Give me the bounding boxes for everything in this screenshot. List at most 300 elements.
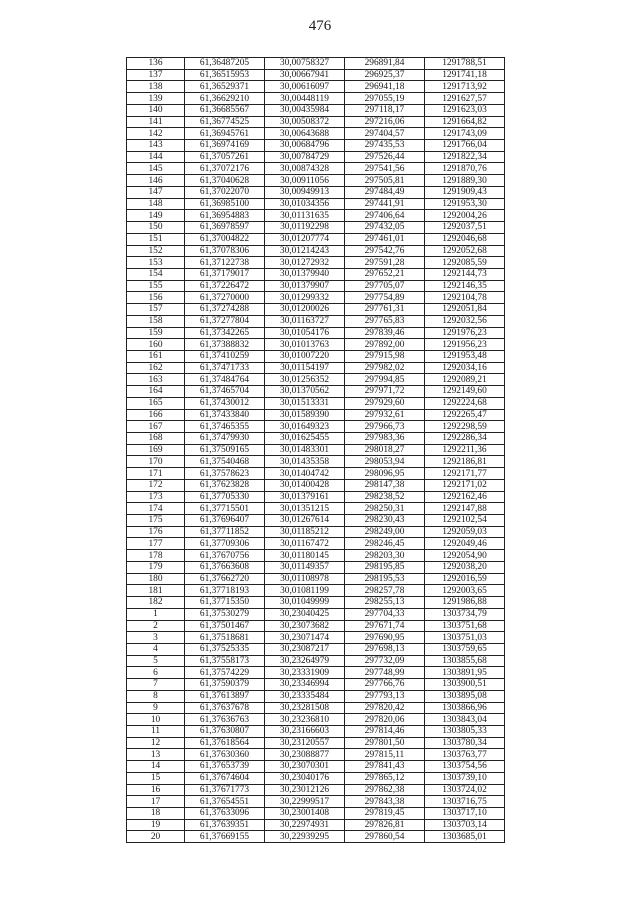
y-coordinate-cell: 1292102,54 <box>425 515 505 527</box>
point-number-cell: 144 <box>127 151 185 163</box>
x-coordinate-cell: 297704,33 <box>345 608 425 620</box>
point-number-cell: 140 <box>127 104 185 116</box>
y-coordinate-cell: 1303891,95 <box>425 667 505 679</box>
latitude-cell: 61,37274288 <box>185 304 265 316</box>
table-row <box>127 210 505 222</box>
y-coordinate-cell: 1303724,02 <box>425 784 505 796</box>
table-row <box>127 479 505 491</box>
point-number-cell: 7 <box>127 679 185 691</box>
table-row <box>127 772 505 784</box>
y-coordinate-cell: 1303751,68 <box>425 620 505 632</box>
y-coordinate-cell: 1291953,48 <box>425 350 505 362</box>
table-row <box>127 796 505 808</box>
latitude-cell: 61,37122738 <box>185 257 265 269</box>
x-coordinate-cell: 297820,42 <box>345 702 425 714</box>
table-row <box>127 819 505 831</box>
latitude-cell: 61,37670756 <box>185 550 265 562</box>
latitude-cell: 61,37465704 <box>185 386 265 398</box>
x-coordinate-cell: 297971,72 <box>345 386 425 398</box>
table-row <box>127 374 505 386</box>
table-row <box>127 620 505 632</box>
longitude-cell: 30,01214243 <box>265 245 345 257</box>
longitude-cell: 30,01435358 <box>265 456 345 468</box>
x-coordinate-cell: 298255,13 <box>345 597 425 609</box>
longitude-cell: 30,23001408 <box>265 808 345 820</box>
x-coordinate-cell: 297505,81 <box>345 175 425 187</box>
point-number-cell: 162 <box>127 362 185 374</box>
latitude-cell: 61,37636763 <box>185 714 265 726</box>
y-coordinate-cell: 1291889,30 <box>425 175 505 187</box>
longitude-cell: 30,01081199 <box>265 585 345 597</box>
latitude-cell: 61,36774525 <box>185 116 265 128</box>
latitude-cell: 61,37623828 <box>185 479 265 491</box>
y-coordinate-cell: 1292089,21 <box>425 374 505 386</box>
x-coordinate-cell: 297982,02 <box>345 362 425 374</box>
table-row <box>127 702 505 714</box>
page-number: 476 <box>308 18 332 34</box>
point-number-cell: 160 <box>127 339 185 351</box>
y-coordinate-cell: 1292054,90 <box>425 550 505 562</box>
longitude-cell: 30,01513331 <box>265 397 345 409</box>
point-number-cell: 141 <box>127 116 185 128</box>
x-coordinate-cell: 297748,99 <box>345 667 425 679</box>
y-coordinate-cell: 1303895,08 <box>425 690 505 702</box>
y-coordinate-cell: 1292003,65 <box>425 585 505 597</box>
longitude-cell: 30,01379907 <box>265 280 345 292</box>
longitude-cell: 30,01167472 <box>265 538 345 550</box>
coordinates-table-body <box>127 58 505 843</box>
table-row <box>127 784 505 796</box>
y-coordinate-cell: 1292059,03 <box>425 526 505 538</box>
longitude-cell: 30,00684796 <box>265 140 345 152</box>
point-number-cell: 164 <box>127 386 185 398</box>
longitude-cell: 30,01200026 <box>265 304 345 316</box>
x-coordinate-cell: 297765,83 <box>345 315 425 327</box>
table-row <box>127 433 505 445</box>
x-coordinate-cell: 298246,45 <box>345 538 425 550</box>
x-coordinate-cell: 297761,31 <box>345 304 425 316</box>
x-coordinate-cell: 297754,89 <box>345 292 425 304</box>
point-number-cell: 177 <box>127 538 185 550</box>
y-coordinate-cell: 1292171,77 <box>425 468 505 480</box>
point-number-cell: 149 <box>127 210 185 222</box>
table-row <box>127 362 505 374</box>
x-coordinate-cell: 297671,74 <box>345 620 425 632</box>
y-coordinate-cell: 1292051,84 <box>425 304 505 316</box>
x-coordinate-cell: 297826,81 <box>345 819 425 831</box>
table-row <box>127 339 505 351</box>
x-coordinate-cell: 297652,21 <box>345 268 425 280</box>
y-coordinate-cell: 1291976,23 <box>425 327 505 339</box>
longitude-cell: 30,23335484 <box>265 690 345 702</box>
table-row <box>127 386 505 398</box>
point-number-cell: 174 <box>127 503 185 515</box>
latitude-cell: 61,37226472 <box>185 280 265 292</box>
longitude-cell: 30,23087217 <box>265 643 345 655</box>
y-coordinate-cell: 1303855,68 <box>425 655 505 667</box>
longitude-cell: 30,23012126 <box>265 784 345 796</box>
x-coordinate-cell: 298230,43 <box>345 515 425 527</box>
longitude-cell: 30,01154197 <box>265 362 345 374</box>
point-number-cell: 172 <box>127 479 185 491</box>
point-number-cell: 4 <box>127 643 185 655</box>
latitude-cell: 61,37518681 <box>185 632 265 644</box>
table-row <box>127 550 505 562</box>
table-row <box>127 151 505 163</box>
table-row <box>127 585 505 597</box>
y-coordinate-cell: 1291766,04 <box>425 140 505 152</box>
point-number-cell: 13 <box>127 749 185 761</box>
point-number-cell: 9 <box>127 702 185 714</box>
table-row <box>127 409 505 421</box>
longitude-cell: 30,23073682 <box>265 620 345 632</box>
x-coordinate-cell: 297461,01 <box>345 233 425 245</box>
longitude-cell: 30,23236810 <box>265 714 345 726</box>
longitude-cell: 30,01131635 <box>265 210 345 222</box>
table-row <box>127 468 505 480</box>
longitude-cell: 30,01379161 <box>265 491 345 503</box>
y-coordinate-cell: 1291788,51 <box>425 58 505 70</box>
x-coordinate-cell: 297932,61 <box>345 409 425 421</box>
x-coordinate-cell: 297819,45 <box>345 808 425 820</box>
point-number-cell: 139 <box>127 93 185 105</box>
latitude-cell: 61,37072176 <box>185 163 265 175</box>
longitude-cell: 30,01163727 <box>265 315 345 327</box>
y-coordinate-cell: 1292149,60 <box>425 386 505 398</box>
point-number-cell: 179 <box>127 561 185 573</box>
longitude-cell: 30,01625455 <box>265 433 345 445</box>
point-number-cell: 166 <box>127 409 185 421</box>
y-coordinate-cell: 1303763,77 <box>425 749 505 761</box>
latitude-cell: 61,37040628 <box>185 175 265 187</box>
latitude-cell: 61,37705330 <box>185 491 265 503</box>
latitude-cell: 61,36487205 <box>185 58 265 70</box>
point-number-cell: 154 <box>127 268 185 280</box>
y-coordinate-cell: 1303759,65 <box>425 643 505 655</box>
latitude-cell: 61,37078306 <box>185 245 265 257</box>
point-number-cell: 165 <box>127 397 185 409</box>
latitude-cell: 61,37669155 <box>185 831 265 843</box>
latitude-cell: 61,37530279 <box>185 608 265 620</box>
y-coordinate-cell: 1292037,51 <box>425 222 505 234</box>
point-number-cell: 145 <box>127 163 185 175</box>
table-row <box>127 257 505 269</box>
y-coordinate-cell: 1292032,56 <box>425 315 505 327</box>
x-coordinate-cell: 298257,78 <box>345 585 425 597</box>
table-row <box>127 315 505 327</box>
latitude-cell: 61,37662720 <box>185 573 265 585</box>
x-coordinate-cell: 298203,30 <box>345 550 425 562</box>
point-number-cell: 15 <box>127 772 185 784</box>
x-coordinate-cell: 297892,00 <box>345 339 425 351</box>
y-coordinate-cell: 1303780,34 <box>425 737 505 749</box>
latitude-cell: 61,37671773 <box>185 784 265 796</box>
table-row <box>127 561 505 573</box>
point-number-cell: 182 <box>127 597 185 609</box>
latitude-cell: 61,37525335 <box>185 643 265 655</box>
longitude-cell: 30,00448119 <box>265 93 345 105</box>
latitude-cell: 61,37433840 <box>185 409 265 421</box>
longitude-cell: 30,00667941 <box>265 69 345 81</box>
y-coordinate-cell: 1291822,34 <box>425 151 505 163</box>
table-row <box>127 679 505 691</box>
latitude-cell: 61,37465355 <box>185 421 265 433</box>
y-coordinate-cell: 1292211,36 <box>425 444 505 456</box>
x-coordinate-cell: 298195,85 <box>345 561 425 573</box>
latitude-cell: 61,37709306 <box>185 538 265 550</box>
y-coordinate-cell: 1292052,68 <box>425 245 505 257</box>
point-number-cell: 138 <box>127 81 185 93</box>
y-coordinate-cell: 1303734,79 <box>425 608 505 620</box>
latitude-cell: 61,36978597 <box>185 222 265 234</box>
table-row <box>127 350 505 362</box>
x-coordinate-cell: 297055,19 <box>345 93 425 105</box>
y-coordinate-cell: 1292016,59 <box>425 573 505 585</box>
point-number-cell: 1 <box>127 608 185 620</box>
longitude-cell: 30,01483301 <box>265 444 345 456</box>
point-number-cell: 167 <box>127 421 185 433</box>
point-number-cell: 147 <box>127 186 185 198</box>
y-coordinate-cell: 1292186,81 <box>425 456 505 468</box>
y-coordinate-cell: 1291743,09 <box>425 128 505 140</box>
latitude-cell: 61,37718193 <box>185 585 265 597</box>
point-number-cell: 6 <box>127 667 185 679</box>
x-coordinate-cell: 297732,09 <box>345 655 425 667</box>
table-row <box>127 444 505 456</box>
table-row <box>127 690 505 702</box>
point-number-cell: 155 <box>127 280 185 292</box>
x-coordinate-cell: 298249,00 <box>345 526 425 538</box>
longitude-cell: 30,22999517 <box>265 796 345 808</box>
table-row <box>127 58 505 70</box>
table-row <box>127 749 505 761</box>
latitude-cell: 61,37342265 <box>185 327 265 339</box>
point-number-cell: 169 <box>127 444 185 456</box>
point-number-cell: 10 <box>127 714 185 726</box>
latitude-cell: 61,37711852 <box>185 526 265 538</box>
point-number-cell: 136 <box>127 58 185 70</box>
table-row <box>127 608 505 620</box>
table-row <box>127 140 505 152</box>
latitude-cell: 61,37654551 <box>185 796 265 808</box>
latitude-cell: 61,37715501 <box>185 503 265 515</box>
table-row <box>127 175 505 187</box>
latitude-cell: 61,37270000 <box>185 292 265 304</box>
point-number-cell: 178 <box>127 550 185 562</box>
latitude-cell: 61,37509165 <box>185 444 265 456</box>
y-coordinate-cell: 1303685,01 <box>425 831 505 843</box>
y-coordinate-cell: 1292038,20 <box>425 561 505 573</box>
longitude-cell: 30,01049999 <box>265 597 345 609</box>
y-coordinate-cell: 1291623,03 <box>425 104 505 116</box>
latitude-cell: 61,37022070 <box>185 186 265 198</box>
latitude-cell: 61,36945761 <box>185 128 265 140</box>
point-number-cell: 158 <box>127 315 185 327</box>
point-number-cell: 180 <box>127 573 185 585</box>
point-number-cell: 168 <box>127 433 185 445</box>
point-number-cell: 148 <box>127 198 185 210</box>
longitude-cell: 30,01108978 <box>265 573 345 585</box>
latitude-cell: 61,37410259 <box>185 350 265 362</box>
x-coordinate-cell: 297843,38 <box>345 796 425 808</box>
point-number-cell: 8 <box>127 690 185 702</box>
point-number-cell: 2 <box>127 620 185 632</box>
longitude-cell: 30,00616097 <box>265 81 345 93</box>
table-row <box>127 655 505 667</box>
latitude-cell: 61,37501467 <box>185 620 265 632</box>
x-coordinate-cell: 297404,57 <box>345 128 425 140</box>
x-coordinate-cell: 297591,28 <box>345 257 425 269</box>
point-number-cell: 150 <box>127 222 185 234</box>
y-coordinate-cell: 1292046,68 <box>425 233 505 245</box>
x-coordinate-cell: 297839,46 <box>345 327 425 339</box>
point-number-cell: 11 <box>127 725 185 737</box>
longitude-cell: 30,00784729 <box>265 151 345 163</box>
latitude-cell: 61,37653739 <box>185 761 265 773</box>
table-row <box>127 643 505 655</box>
longitude-cell: 30,00949913 <box>265 186 345 198</box>
y-coordinate-cell: 1291713,92 <box>425 81 505 93</box>
x-coordinate-cell: 297542,76 <box>345 245 425 257</box>
point-number-cell: 163 <box>127 374 185 386</box>
latitude-cell: 61,36515953 <box>185 69 265 81</box>
latitude-cell: 61,36529371 <box>185 81 265 93</box>
latitude-cell: 61,37618564 <box>185 737 265 749</box>
longitude-cell: 30,23040176 <box>265 772 345 784</box>
longitude-cell: 30,01649323 <box>265 421 345 433</box>
table-row <box>127 456 505 468</box>
table-row <box>127 831 505 843</box>
latitude-cell: 61,37277804 <box>185 315 265 327</box>
y-coordinate-cell: 1291909,43 <box>425 186 505 198</box>
x-coordinate-cell: 297541,56 <box>345 163 425 175</box>
x-coordinate-cell: 297766,76 <box>345 679 425 691</box>
table-row <box>127 491 505 503</box>
point-number-cell: 5 <box>127 655 185 667</box>
longitude-cell: 30,01370562 <box>265 386 345 398</box>
y-coordinate-cell: 1292034,16 <box>425 362 505 374</box>
point-number-cell: 161 <box>127 350 185 362</box>
table-row <box>127 808 505 820</box>
x-coordinate-cell: 296891,84 <box>345 58 425 70</box>
latitude-cell: 61,37179017 <box>185 268 265 280</box>
y-coordinate-cell: 1292049,46 <box>425 538 505 550</box>
x-coordinate-cell: 296941,18 <box>345 81 425 93</box>
point-number-cell: 152 <box>127 245 185 257</box>
longitude-cell: 30,22939295 <box>265 831 345 843</box>
latitude-cell: 61,37574229 <box>185 667 265 679</box>
longitude-cell: 30,01589390 <box>265 409 345 421</box>
latitude-cell: 61,37639351 <box>185 819 265 831</box>
longitude-cell: 30,23346994 <box>265 679 345 691</box>
longitude-cell: 30,01379940 <box>265 268 345 280</box>
latitude-cell: 61,37479930 <box>185 433 265 445</box>
point-number-cell: 14 <box>127 761 185 773</box>
longitude-cell: 30,01149357 <box>265 561 345 573</box>
point-number-cell: 157 <box>127 304 185 316</box>
latitude-cell: 61,37540468 <box>185 456 265 468</box>
longitude-cell: 30,01013763 <box>265 339 345 351</box>
longitude-cell: 30,01034356 <box>265 198 345 210</box>
x-coordinate-cell: 297862,38 <box>345 784 425 796</box>
x-coordinate-cell: 298250,31 <box>345 503 425 515</box>
longitude-cell: 30,01192298 <box>265 222 345 234</box>
table-row <box>127 515 505 527</box>
y-coordinate-cell: 1292298,59 <box>425 421 505 433</box>
latitude-cell: 61,37558173 <box>185 655 265 667</box>
x-coordinate-cell: 297929,60 <box>345 397 425 409</box>
y-coordinate-cell: 1303843,04 <box>425 714 505 726</box>
point-number-cell: 20 <box>127 831 185 843</box>
point-number-cell: 18 <box>127 808 185 820</box>
table-row <box>127 737 505 749</box>
longitude-cell: 30,00911056 <box>265 175 345 187</box>
point-number-cell: 173 <box>127 491 185 503</box>
table-row <box>127 186 505 198</box>
y-coordinate-cell: 1292104,78 <box>425 292 505 304</box>
x-coordinate-cell: 298238,52 <box>345 491 425 503</box>
y-coordinate-cell: 1303703,14 <box>425 819 505 831</box>
table-row <box>127 222 505 234</box>
table-row <box>127 304 505 316</box>
table-row <box>127 116 505 128</box>
table-row <box>127 597 505 609</box>
y-coordinate-cell: 1291956,23 <box>425 339 505 351</box>
y-coordinate-cell: 1291986,88 <box>425 597 505 609</box>
table-row <box>127 280 505 292</box>
longitude-cell: 30,01272932 <box>265 257 345 269</box>
table-row <box>127 397 505 409</box>
latitude-cell: 61,37057261 <box>185 151 265 163</box>
table-row <box>127 503 505 515</box>
y-coordinate-cell: 1303739,10 <box>425 772 505 784</box>
table-row <box>127 667 505 679</box>
longitude-cell: 30,01404742 <box>265 468 345 480</box>
x-coordinate-cell: 297118,17 <box>345 104 425 116</box>
latitude-cell: 61,37630807 <box>185 725 265 737</box>
y-coordinate-cell: 1292146,35 <box>425 280 505 292</box>
y-coordinate-cell: 1291870,76 <box>425 163 505 175</box>
longitude-cell: 30,01400428 <box>265 479 345 491</box>
latitude-cell: 61,37388832 <box>185 339 265 351</box>
x-coordinate-cell: 297690,95 <box>345 632 425 644</box>
latitude-cell: 61,37715350 <box>185 597 265 609</box>
longitude-cell: 30,01267614 <box>265 515 345 527</box>
x-coordinate-cell: 297435,53 <box>345 140 425 152</box>
longitude-cell: 30,01007220 <box>265 350 345 362</box>
table-row <box>127 292 505 304</box>
table-row <box>127 632 505 644</box>
x-coordinate-cell: 297216,06 <box>345 116 425 128</box>
point-number-cell: 153 <box>127 257 185 269</box>
latitude-cell: 61,37613897 <box>185 690 265 702</box>
coordinates-table <box>126 57 505 843</box>
longitude-cell: 30,00874328 <box>265 163 345 175</box>
longitude-cell: 30,00435984 <box>265 104 345 116</box>
longitude-cell: 30,23264979 <box>265 655 345 667</box>
x-coordinate-cell: 297983,36 <box>345 433 425 445</box>
point-number-cell: 181 <box>127 585 185 597</box>
latitude-cell: 61,36954883 <box>185 210 265 222</box>
point-number-cell: 159 <box>127 327 185 339</box>
longitude-cell: 30,01299332 <box>265 292 345 304</box>
x-coordinate-cell: 297432,05 <box>345 222 425 234</box>
x-coordinate-cell: 297484,49 <box>345 186 425 198</box>
latitude-cell: 61,36685567 <box>185 104 265 116</box>
y-coordinate-cell: 1292162,46 <box>425 491 505 503</box>
longitude-cell: 30,01207774 <box>265 233 345 245</box>
table-row <box>127 245 505 257</box>
